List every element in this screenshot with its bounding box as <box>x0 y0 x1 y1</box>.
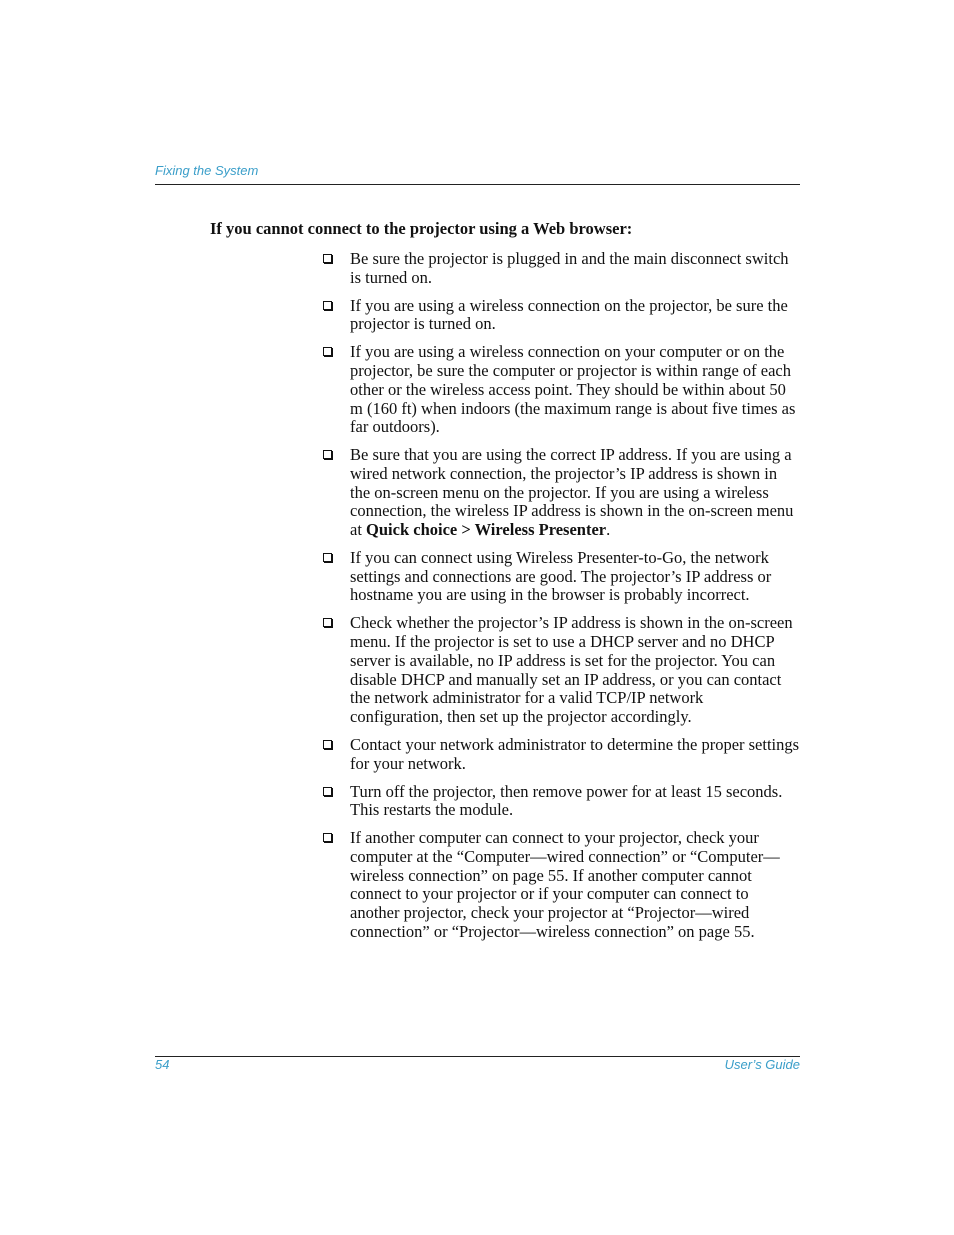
checklist-item <box>322 783 800 820</box>
page-number: 54 <box>155 1057 170 1072</box>
checkbox-icon <box>323 254 332 263</box>
checklist-item <box>322 736 800 773</box>
checklist-item <box>322 549 800 605</box>
checklist-item <box>322 250 800 287</box>
checklist-item-text: Contact your network administrator to determine the proper settings for your network. <box>350 734 800 773</box>
checkbox-icon <box>323 450 332 459</box>
checklist-item-text: If you are using a wireless connection on the projector, be sure the projector is turned on. <box>350 295 788 334</box>
checkbox-icon <box>323 301 332 310</box>
checklist-item-text-after: . <box>606 520 611 540</box>
checklist <box>322 250 800 951</box>
checklist-item-text: If you can connect using Wireless Presenter-to-Go, the network settings and connections are good. The projector’s IP address or hostname you are using in the browser is probably incorrect. <box>350 548 772 605</box>
checklist-item-text: Check whether the projector’s IP address is shown in the on-screen menu. If the projector is set to use a DHCP server and no DHCP server is available, no IP address is set for the projector. You can disable DHCP and manually set an IP address, or you can contact the network administrator for a valid TCP/IP network configuration, then set up the projector accordingly. <box>350 613 793 726</box>
checklist-item <box>322 343 800 437</box>
checklist-item-text: If another computer can connect to your projector, check your computer at the “Computer—wired connection” or “Computer—wireless connection” on page 55. If another computer cannot connect to your projector or if your computer can connect to another projector, check your projector at “Projector—wired connection” or “Projector—wireless connection” on page 55. <box>350 828 780 941</box>
checklist-item-text <box>350 446 800 540</box>
checklist-item-text: Turn off the projector, then remove power for at least 15 seconds. This restarts the module. <box>350 781 783 820</box>
running-head: Fixing the System <box>155 163 259 178</box>
checklist-item-text-before: Be sure that you are using the correct IP address. If you are using a wired network connection, the projector’s IP address is shown in the on-screen menu on the projector. If you are using a wireless connection, the wireless IP address is shown in the on-screen menu at <box>350 445 794 540</box>
checkbox-icon <box>323 618 332 627</box>
checkbox-icon <box>323 740 332 749</box>
checklist-item-text: If you are using a wireless connection on your computer or on the projector, be sure the computer or projector is within range of each other or the wireless access point. They should be within about 50 m (160 ft) when indoors (the maximum range is about five times as far outdoors). <box>350 342 796 437</box>
checklist-item <box>322 297 800 334</box>
checklist-item <box>322 829 800 941</box>
checkbox-icon <box>323 553 332 562</box>
checkbox-icon <box>323 833 332 842</box>
checklist-item <box>322 446 800 540</box>
book-title: User’s Guide <box>724 1057 800 1072</box>
checkbox-icon <box>323 347 332 356</box>
checklist-item <box>322 614 800 726</box>
checklist-item-text: Be sure the projector is plugged in and the main disconnect switch is turned on. <box>350 249 789 287</box>
footer-rule <box>155 1056 800 1057</box>
checkbox-icon <box>323 787 332 796</box>
section-heading: If you cannot connect to the projector using a Web browser: <box>210 219 633 238</box>
menu-path: Quick choice > Wireless Presenter <box>366 520 607 540</box>
header-rule <box>155 184 800 185</box>
